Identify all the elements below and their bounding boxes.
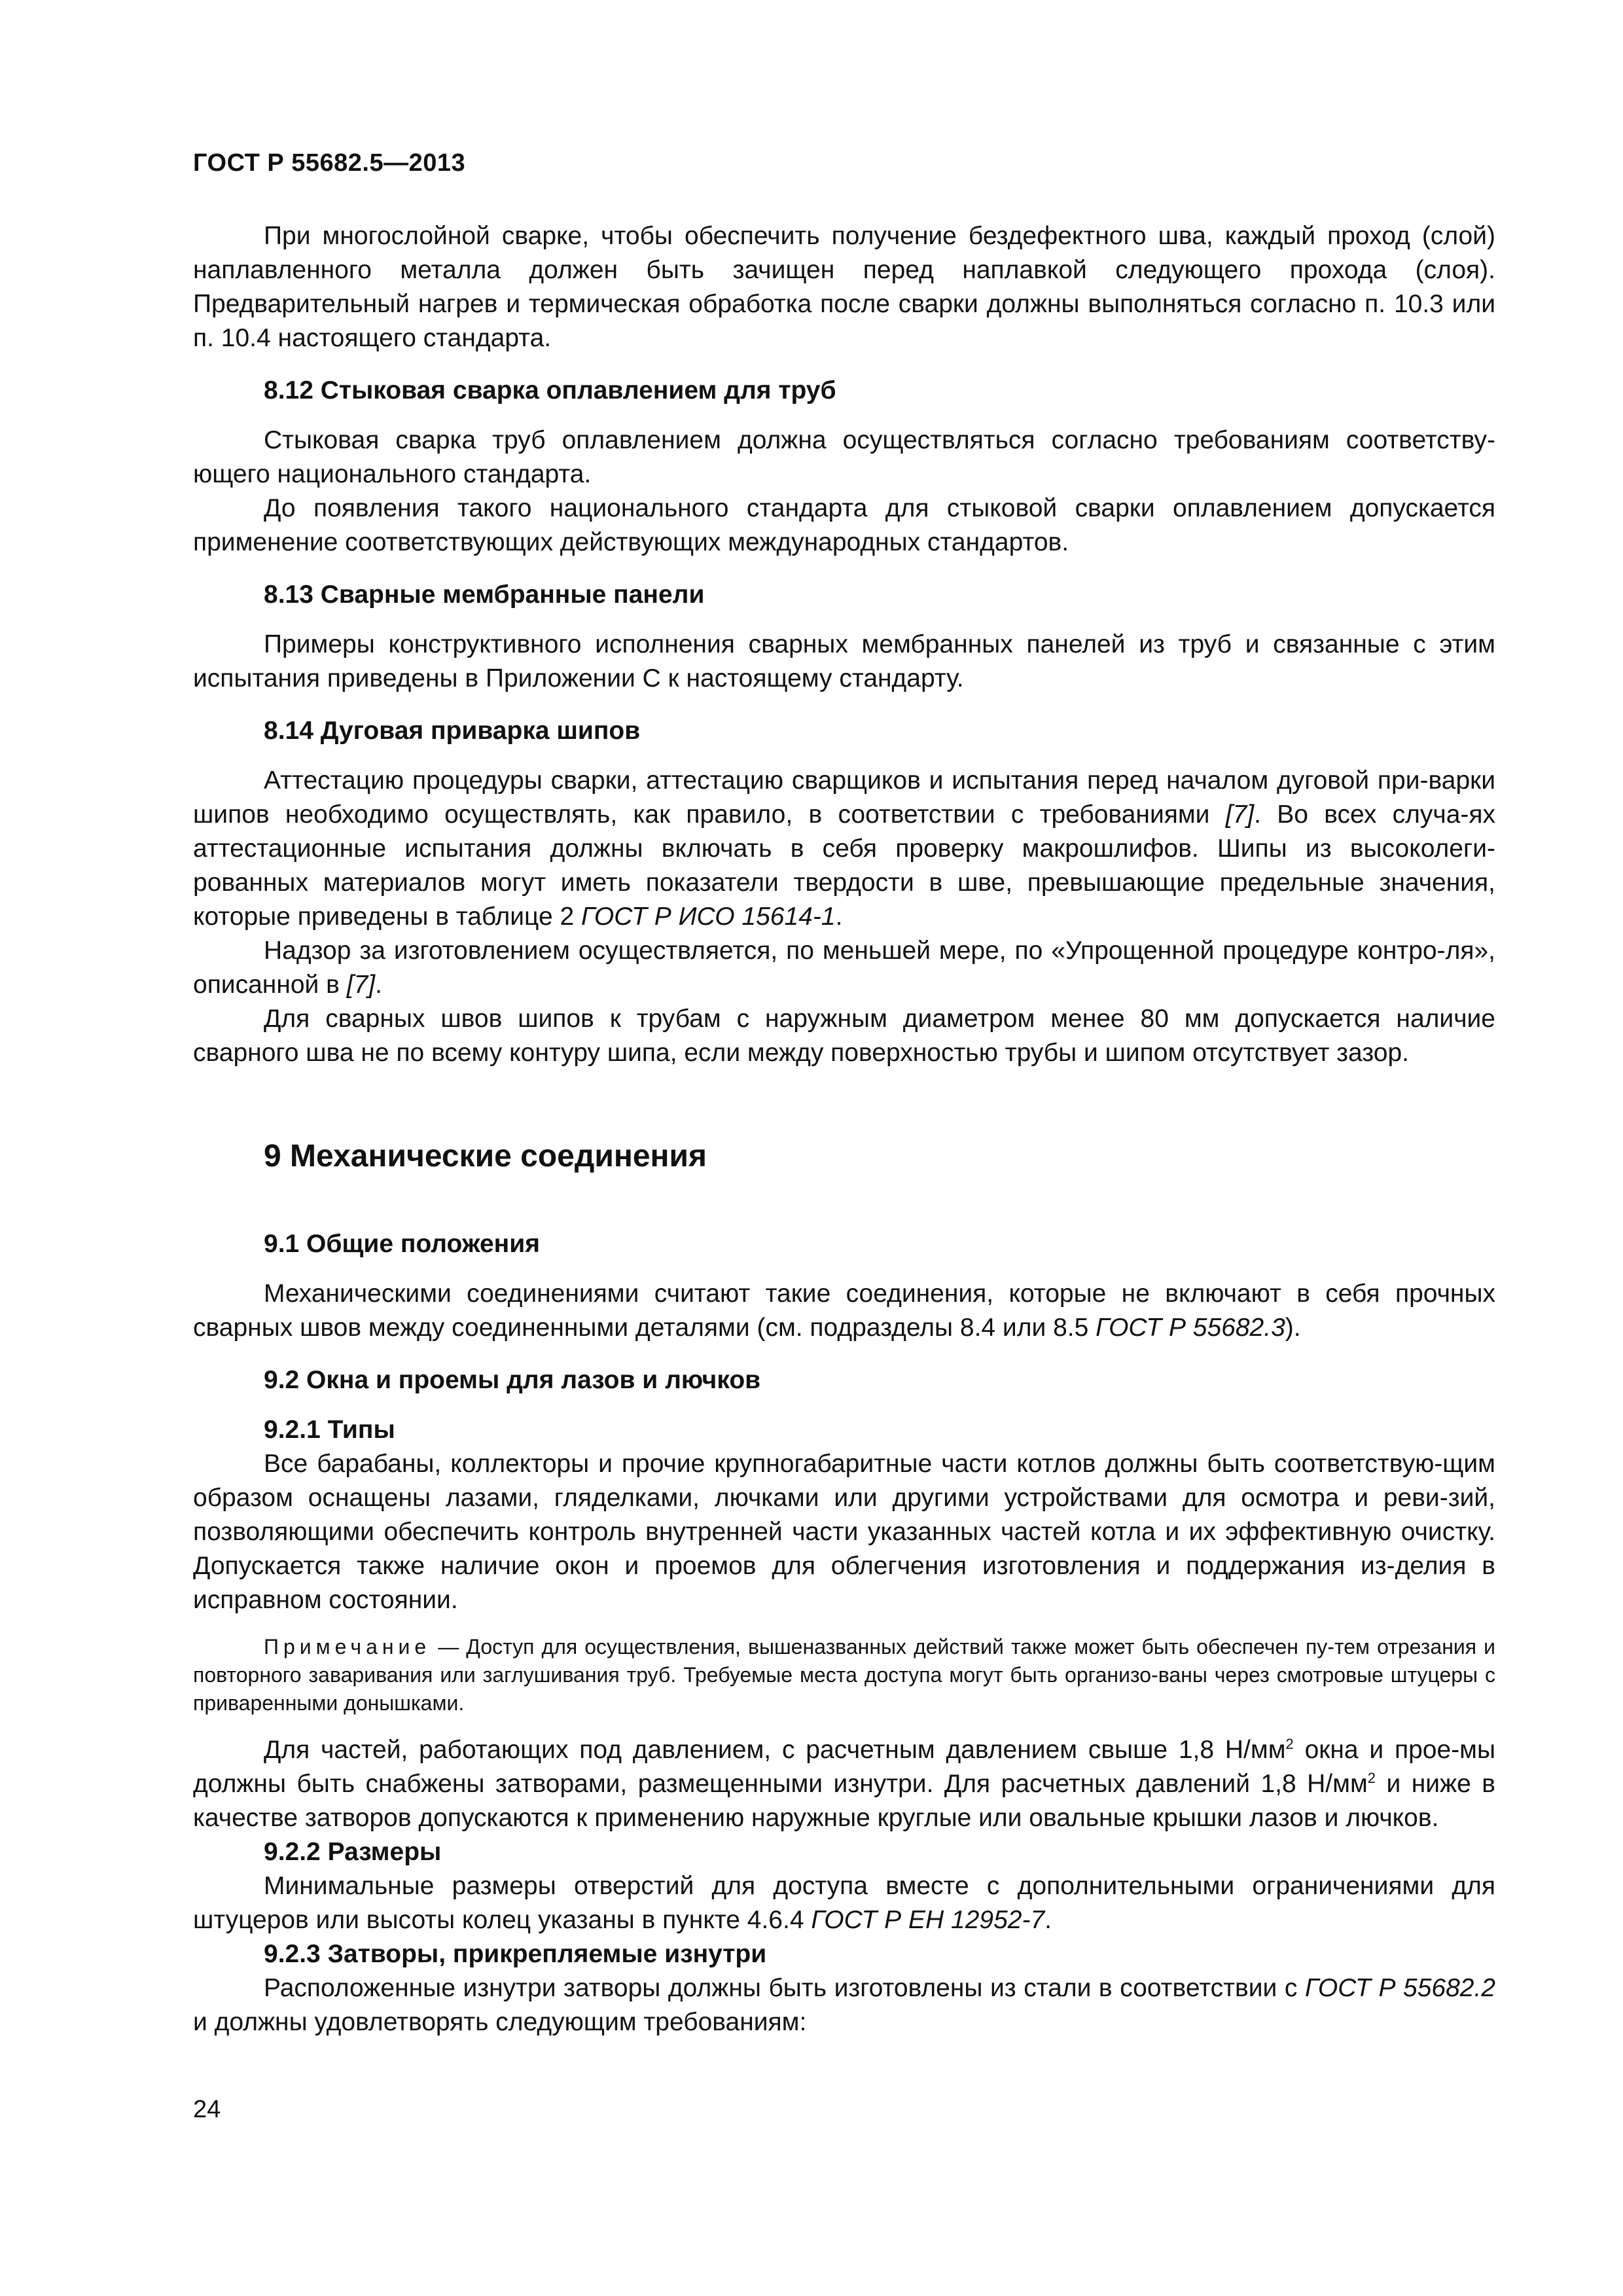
heading-9-2-1: 9.2.1 Типы <box>264 1416 395 1444</box>
note-label: Примечание <box>264 1635 431 1659</box>
reference-gost-en-12952-7: ГОСТ Р ЕН 12952-7 <box>811 1906 1045 1934</box>
paragraph-9-1-1: Механическими соединениями считают такие соединения, которые не включают в себя прочных сварных швов между соединенными деталями (см. подразделы 8.4 или 8.5 ГОСТ Р 55682.3). <box>193 1280 1495 1342</box>
paragraph-8-14-1: Аттестацию процедуры сварки, аттестацию сварщиков и испытания перед началом дуговой при-варки шипов необходимо осуществлять, как правило, в соответствии с требованиями [7]. Во всех случа-ях аттестационные испытания должны включать в себя проверку макрошлифов. Шипы из высоколеги-рованных материалов могут иметь показатели твердости в шве, превышающие предельные значения, которые приведены в таблице 2 ГОСТ Р ИСО 15614-1. <box>193 766 1495 931</box>
heading-9-1: 9.1 Общие положения <box>264 1230 540 1258</box>
reference-7: [7] <box>346 971 376 999</box>
heading-9-2-3: 9.2.3 Затворы, прикрепляемые изнутри <box>264 1940 767 1968</box>
heading-8-14: 8.14 Дуговая приварка шипов <box>264 717 641 745</box>
paragraph-9-2-3-1: Расположенные изнутри затворы должны быть изготовлены из стали в соответствии с ГОСТ Р 55682.2 и должны удовлетворять следующим требованиям: <box>193 1974 1496 2036</box>
note-block <box>193 1633 1495 1717</box>
document-id-header: ГОСТ Р 55682.5—2013 <box>193 149 466 177</box>
paragraph-8-13-1: Примеры конструктивного исполнения сварных мембранных панелей из труб и связанные с этим испытания приведены в Приложении С к настоящему стандарту. <box>193 630 1495 692</box>
reference-gost-55682-2: ГОСТ Р 55682.2 <box>1304 1974 1496 2002</box>
superscript-2: 2 <box>1285 1736 1294 1752</box>
paragraph-9-2-2-1: Минимальные размеры отверстий для доступа вместе с дополнительными ограничениями для штуцеров или высоты колец указаны в пункте 4.6.4 ГОСТ Р ЕН 12952-7. <box>193 1872 1495 1934</box>
paragraph-8-12-1: Стыковая сварка труб оплавлением должна осуществляться согласно требованиям соответству-ющего национального стандарта. <box>193 426 1495 488</box>
heading-9-2-2: 9.2.2 Размеры <box>264 1838 442 1866</box>
paragraph-8-14-2: Надзор за изготовлением осуществляется, по меньшей мере, по «Упрощенной процедуре контро-ля», описанной в [7]. <box>193 937 1495 999</box>
reference-7: [7] <box>1225 800 1255 829</box>
reference-gost-55682-3: ГОСТ Р 55682.3 <box>1096 1314 1285 1342</box>
document-body <box>193 219 1495 2039</box>
paragraph-multilayer-welding: При многослойной сварке, чтобы обеспечить получение бездефектного шва, каждый проход (слой) наплавленного металла должен быть зачищен перед наплавкой следующего прохода (слоя). Предварительный нагрев и термическая обработка после сварки должны выполняться согласно п. 10.3 или п. 10.4 настоящего стандарта. <box>193 222 1495 352</box>
paragraph-8-12-2: До появления такого национального стандарта для стыковой сварки оплавлением допускается применение соответствующих действующих международных стандартов. <box>193 494 1495 556</box>
heading-9-2: 9.2 Окна и проемы для лазов и лючков <box>264 1366 761 1394</box>
paragraph-8-14-3: Для сварных швов шипов к трубам с наружным диаметром менее 80 мм допускается наличие сварного шва не по всему контуру шипа, если между поверхностью трубы и шипом отсутствует зазор. <box>193 1005 1495 1067</box>
note-text: — Доступ для осуществления, вышеназванных действий также может быть обеспечен пу-тем отрезания и повторного заваривания или заглушивания труб. Требуемые места доступа могут быть организо-ваны через смотровые штуцеры с приваренными донышками. <box>193 1635 1495 1715</box>
heading-8-12: 8.12 Стыковая сварка оплавлением для труб <box>264 376 836 404</box>
reference-gost-iso-15614-1: ГОСТ Р ИСО 15614-1 <box>581 903 836 931</box>
heading-section-9: 9 Механические соединения <box>264 1139 707 1174</box>
paragraph-9-2-1-2: Для частей, работающих под давлением, с расчетным давлением свыше 1,8 $Н/мм^2$ окна и прое-мы должны быть снабжены затворами, размещенными изнутри. Для расчетных давлений 1,8 $Н/мм^2$ и ниже в качестве затворов допускаются к применению наружные круглые или овальные крышки лазов и лючков. <box>193 1736 1495 1832</box>
paragraph-9-2-1-1: Все барабаны, коллекторы и прочие крупногабаритные части котлов должны быть соответствую-щим образом оснащены лазами, гляделками, лючками или другими устройствами для осмотра и реви-зий, позволяющими обеспечить контроль внутренней части указанных частей котла и их эффективную очистку. Допускается также наличие окон и проемов для облегчения изготовления и поддержания из-делия в исправном состоянии. <box>193 1450 1495 1614</box>
page-number: 24 <box>193 2096 221 2123</box>
heading-8-13: 8.13 Сварные мембранные панели <box>264 581 705 609</box>
superscript-2: 2 <box>1367 1770 1376 1786</box>
